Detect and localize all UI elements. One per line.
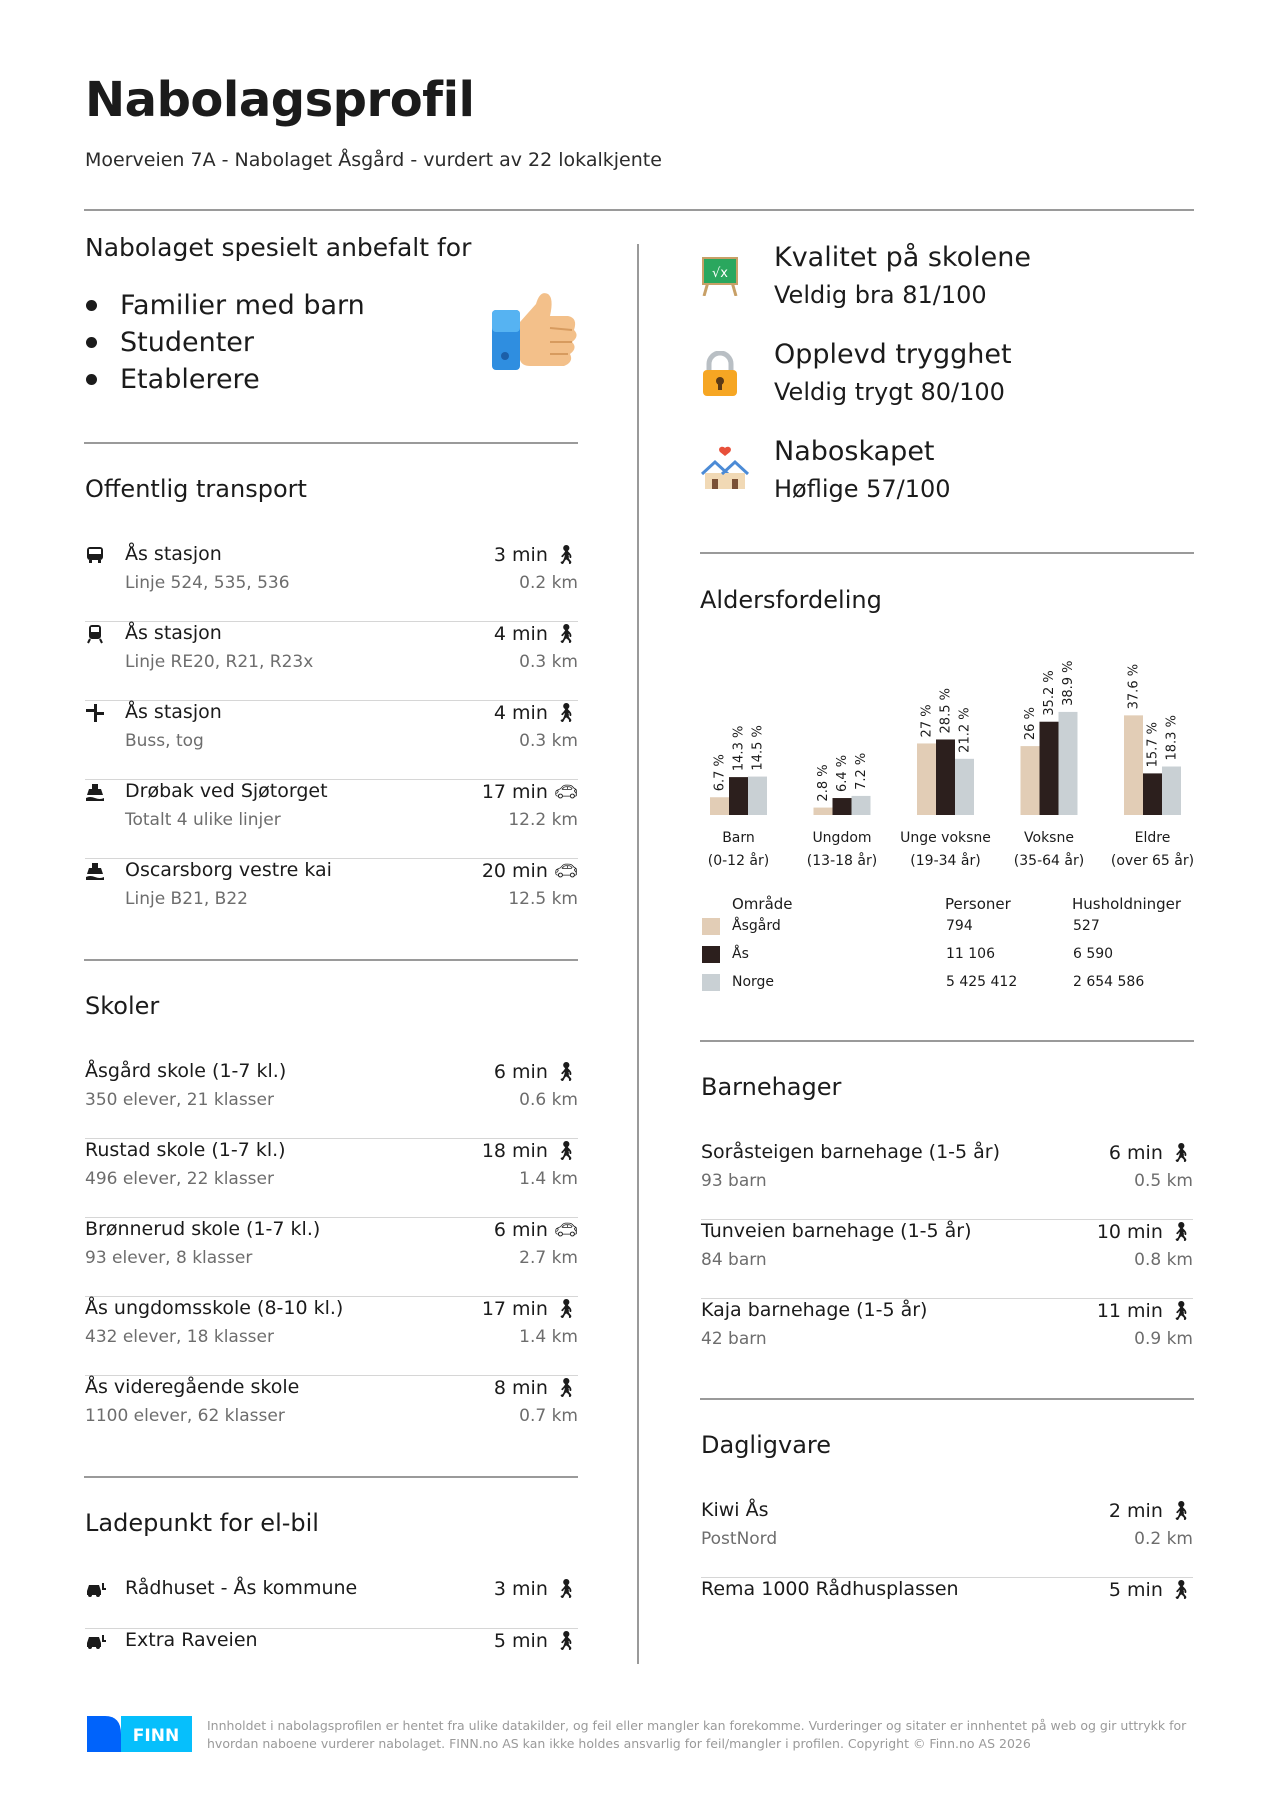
travel-time: 5 min 🚶︎	[1108, 1578, 1193, 1601]
travel-time: 17 min 🚗︎	[481, 780, 578, 803]
recommended-item: Studenter	[85, 324, 365, 361]
bar-value-label: 27 %	[919, 704, 935, 738]
quality-title: Naboskapet	[774, 436, 935, 467]
school-name: Ås videregående skole	[85, 1376, 300, 1398]
distance: 0.9 km	[1134, 1329, 1193, 1349]
legend-households: 2 654 586	[1073, 974, 1145, 990]
recommended-list	[85, 287, 365, 398]
ev-charger-icon	[85, 1579, 105, 1599]
bar-value-label: 14.5 %	[750, 725, 766, 771]
school-row[interactable]	[85, 1218, 578, 1297]
groceries-heading: Dagligvare	[701, 1431, 832, 1459]
kindergartens-heading: Barnehager	[701, 1073, 842, 1101]
walk-icon: 🚶︎	[553, 623, 578, 645]
walk-icon: 🚶︎	[1168, 1500, 1193, 1522]
travel-time: 11 min 🚶︎	[1096, 1299, 1193, 1322]
school-board-icon	[700, 254, 740, 300]
logo-text: FINN	[132, 1726, 180, 1746]
category-label: Barn	[722, 830, 755, 846]
walk-icon: 🚶︎	[553, 1298, 578, 1320]
transport-row[interactable]	[85, 780, 578, 859]
bar-value-label: 7.2 %	[854, 752, 869, 790]
stop-name: Ås stasjon	[125, 701, 222, 723]
bar-åsgård-1	[814, 808, 833, 815]
legend-persons-header: Personer	[945, 895, 1011, 913]
kindergarten-name: Tunveien barnehage (1-5 år)	[701, 1220, 972, 1242]
thumbs-up-icon	[490, 286, 580, 376]
bar-value-label: 26 %	[1023, 707, 1038, 741]
finn-logo[interactable]	[87, 1716, 192, 1752]
bar-value-label: 6.7 %	[712, 754, 728, 792]
bar-value-label: 35.2 %	[1042, 670, 1057, 716]
column-divider	[637, 244, 639, 1664]
distance: 12.2 km	[508, 810, 578, 830]
bar-ås-2	[936, 739, 955, 815]
ferry-icon	[85, 861, 105, 881]
distance: 0.7 km	[519, 1406, 578, 1426]
distance: 0.8 km	[1134, 1250, 1193, 1270]
legend-swatch	[702, 946, 720, 963]
charger-name: Rådhuset - Ås kommune	[125, 1577, 358, 1599]
walk-icon: 🚶︎	[553, 1578, 578, 1600]
age-heading: Aldersfordeling	[700, 586, 882, 614]
stop-name: Drøbak ved Sjøtorget	[125, 780, 328, 802]
legend-persons: 11 106	[946, 946, 995, 962]
ev-charger-icon	[85, 1631, 105, 1651]
quality-value: Høflige 57/100	[774, 475, 951, 503]
legend-area-name: Ås	[732, 946, 749, 962]
transport-heading: Offentlig transport	[85, 475, 307, 503]
bar-ås-4	[1143, 773, 1162, 815]
kindergarten-name: Soråsteigen barnehage (1-5 år)	[701, 1141, 1001, 1163]
charger-name: Extra Raveien	[125, 1629, 258, 1651]
school-name: Ås ungdomsskole (8-10 kl.)	[85, 1297, 344, 1319]
bar-ås-3	[1040, 722, 1059, 815]
car-icon: 🚗︎	[553, 1219, 578, 1241]
travel-time: 3 min 🚶︎	[493, 543, 578, 566]
category-label: Ungdom	[812, 830, 872, 846]
bar-åsgård-4	[1124, 715, 1143, 815]
stop-lines: Linje RE20, R21, R23x	[125, 652, 314, 672]
transport-row[interactable]	[85, 543, 578, 622]
bar-value-label: 2.8 %	[816, 764, 831, 802]
bar-value-label: 18.3 %	[1164, 715, 1180, 761]
walk-icon: 🚶︎	[553, 1061, 578, 1083]
bar-norge-0	[748, 777, 767, 815]
bar-åsgård-3	[1021, 746, 1040, 815]
school-name: Rustad skole (1-7 kl.)	[85, 1139, 286, 1161]
quality-value: Veldig bra 81/100	[774, 281, 987, 309]
travel-time: 17 min 🚶︎	[481, 1297, 578, 1320]
bar-ås-0	[729, 777, 748, 815]
bus-icon	[85, 545, 105, 565]
transit-hub-icon	[85, 703, 105, 723]
category-label: Voksne	[1024, 830, 1074, 846]
schools-heading: Skoler	[85, 992, 160, 1020]
bullet	[86, 300, 97, 311]
bar-value-label: 14.3 %	[731, 725, 747, 772]
quality-item-schools	[700, 242, 1160, 322]
kindergarten-info: 93 barn	[701, 1171, 767, 1191]
bar-åsgård-2	[917, 743, 936, 815]
category-label: Unge voksne	[900, 830, 991, 846]
travel-time: 6 min 🚗︎	[493, 1218, 578, 1241]
school-info: 1100 elever, 62 klasser	[85, 1406, 285, 1426]
bar-value-label: 21.2 %	[957, 707, 973, 753]
legend-households: 6 590	[1073, 946, 1114, 962]
section-divider	[700, 552, 1194, 554]
category-sublabel: (13-18 år)	[806, 853, 878, 869]
ferry-icon	[85, 782, 105, 802]
travel-time: 6 min 🚶︎	[493, 1060, 578, 1083]
stop-name: Ås stasjon	[125, 543, 222, 565]
travel-time: 10 min 🚶︎	[1096, 1220, 1193, 1243]
section-divider	[700, 1040, 1194, 1042]
bar-value-label: 38.9 %	[1061, 660, 1076, 706]
transport-row[interactable]	[85, 622, 578, 701]
school-info: 93 elever, 8 klasser	[85, 1248, 253, 1268]
walk-icon: 🚶︎	[1168, 1300, 1193, 1322]
stop-name: Oscarsborg vestre kai	[125, 859, 332, 881]
school-row[interactable]	[85, 1139, 578, 1218]
distance: 0.2 km	[519, 573, 578, 593]
bar-value-label: 6.4 %	[835, 754, 850, 793]
bar-norge-1	[852, 796, 871, 815]
distance: 1.4 km	[519, 1169, 578, 1189]
bar-ås-1	[833, 798, 852, 815]
grocery-name: Kiwi Ås	[701, 1499, 769, 1521]
bar-norge-4	[1162, 767, 1181, 815]
walk-icon: 🚶︎	[1168, 1221, 1193, 1243]
travel-time: 8 min 🚶︎	[493, 1376, 578, 1399]
walk-icon: 🚶︎	[553, 544, 578, 566]
travel-time: 2 min 🚶︎	[1108, 1499, 1193, 1522]
school-row[interactable]	[85, 1060, 578, 1139]
category-sublabel: (0-12 år)	[707, 853, 770, 869]
kindergarten-info: 84 barn	[701, 1250, 767, 1270]
bullet	[86, 374, 97, 385]
walk-icon: 🚶︎	[1168, 1579, 1193, 1601]
legend-area-name: Norge	[732, 974, 775, 990]
footer-disclaimer: Innholdet i nabolagsprofilen er hentet fra ulike datakilder, og feil eller mangler kan forekomme. Vurderinger og sitater er innhentet på web og gir uttrykk for hvordan naboene vurderer nabolaget. FINN.no AS kan ikke holdes ansvarlig for feil/mangler i profilen. Copyright © Finn.no AS 2026	[207, 1718, 1187, 1751]
school-info: 432 elever, 18 klasser	[85, 1327, 274, 1347]
bar-åsgård-0	[710, 797, 729, 815]
category-label: Eldre	[1134, 830, 1171, 846]
recommended-heading: Nabolaget spesielt anbefalt for	[85, 233, 472, 262]
section-divider	[700, 1398, 1194, 1400]
legend-area-name: Åsgård	[732, 918, 781, 934]
school-row[interactable]	[85, 1376, 578, 1455]
page-subtitle: Moerveien 7A - Nabolaget Åsgård - vurdert av 22 lokalkjente	[85, 149, 662, 171]
kindergarten-row[interactable]	[701, 1141, 1193, 1220]
car-icon: 🚗︎	[553, 860, 578, 882]
school-row[interactable]	[85, 1297, 578, 1376]
stop-lines: Linje B21, B22	[125, 889, 248, 909]
distance: 12.5 km	[508, 889, 578, 909]
legend-swatch	[702, 918, 720, 935]
stop-lines: Totalt 4 ulike linjer	[125, 810, 281, 830]
transport-row[interactable]	[85, 859, 578, 938]
legend-households: 527	[1073, 918, 1100, 934]
stop-lines: Buss, tog	[125, 731, 204, 751]
transport-row[interactable]	[85, 701, 578, 780]
bar-value-label: 28.5 %	[938, 688, 954, 734]
bar-norge-3	[1059, 712, 1078, 815]
bar-value-label: 37.6 %	[1126, 663, 1142, 710]
distance: 0.6 km	[519, 1090, 578, 1110]
travel-time: 4 min 🚶︎	[493, 701, 578, 724]
category-sublabel: (19-34 år)	[910, 853, 981, 869]
houses-heart-icon	[700, 446, 750, 496]
car-icon: 🚗︎	[553, 781, 578, 803]
grocery-row[interactable]	[701, 1578, 1193, 1618]
legend-swatch	[702, 974, 720, 991]
quality-title: Opplevd trygghet	[774, 339, 1012, 370]
walk-icon: 🚶︎	[553, 702, 578, 724]
travel-time: 3 min 🚶︎	[493, 1577, 578, 1600]
distance: 0.2 km	[1134, 1529, 1193, 1549]
distance: 0.3 km	[519, 652, 578, 672]
distance: 2.7 km	[519, 1248, 578, 1268]
distance: 0.3 km	[519, 731, 578, 751]
bar-value-label: 15.7 %	[1145, 721, 1161, 768]
section-divider	[84, 1476, 578, 1478]
walk-icon: 🚶︎	[553, 1630, 578, 1652]
legend-households-header: Husholdninger	[1072, 895, 1182, 913]
svg-text:√x: √x	[712, 266, 728, 281]
legend-area-header: Område	[732, 895, 793, 913]
school-info: 496 elever, 22 klasser	[85, 1169, 274, 1189]
recommended-item: Familier med barn	[85, 287, 365, 324]
train-icon	[85, 624, 105, 644]
grocery-info: PostNord	[701, 1529, 778, 1549]
quality-title: Kvalitet på skolene	[774, 242, 1031, 273]
kindergarten-name: Kaja barnehage (1-5 år)	[701, 1299, 928, 1321]
category-sublabel: (over 65 år)	[1110, 853, 1195, 869]
charging-row[interactable]	[85, 1629, 578, 1669]
quality-value: Veldig trygt 80/100	[774, 378, 1005, 406]
page-title: Nabolagsprofil	[85, 72, 475, 128]
travel-time: 6 min 🚶︎	[1108, 1141, 1193, 1164]
category-sublabel: (35-64 år)	[1013, 853, 1085, 869]
walk-icon: 🚶︎	[1168, 1142, 1193, 1164]
section-divider	[84, 442, 578, 444]
school-name: Brønnerud skole (1-7 kl.)	[85, 1218, 321, 1240]
travel-time: 20 min 🚗︎	[481, 859, 578, 882]
recommended-item: Etablerere	[85, 361, 365, 398]
quality-item-safety	[700, 339, 1160, 419]
travel-time: 4 min 🚶︎	[493, 622, 578, 645]
travel-time: 5 min 🚶︎	[493, 1629, 578, 1652]
walk-icon: 🚶︎	[553, 1140, 578, 1162]
grocery-name: Rema 1000 Rådhusplassen	[701, 1578, 959, 1600]
stop-lines: Linje 524, 535, 536	[125, 573, 290, 593]
kindergarten-info: 42 barn	[701, 1329, 767, 1349]
charging-row[interactable]	[85, 1577, 578, 1629]
legend-persons: 794	[946, 918, 973, 934]
walk-icon: 🚶︎	[553, 1377, 578, 1399]
legend-persons: 5 425 412	[946, 974, 1018, 990]
header-divider	[84, 209, 1194, 211]
travel-time: 18 min 🚶︎	[481, 1139, 578, 1162]
age-distribution-chart	[700, 640, 1200, 880]
charging-heading: Ladepunkt for el-bil	[85, 1509, 319, 1537]
stop-name: Ås stasjon	[125, 622, 222, 644]
quality-item-neighbours	[700, 436, 1160, 516]
padlock-icon	[700, 351, 740, 401]
grocery-row[interactable]	[701, 1499, 1193, 1578]
school-name: Åsgård skole (1-7 kl.)	[85, 1060, 287, 1082]
bullet	[86, 337, 97, 348]
section-divider	[84, 959, 578, 961]
school-info: 350 elever, 21 klasser	[85, 1090, 274, 1110]
kindergarten-row[interactable]	[701, 1299, 1193, 1378]
distance: 0.5 km	[1134, 1171, 1193, 1191]
distance: 1.4 km	[519, 1327, 578, 1347]
kindergarten-row[interactable]	[701, 1220, 1193, 1299]
bar-norge-2	[955, 759, 974, 815]
